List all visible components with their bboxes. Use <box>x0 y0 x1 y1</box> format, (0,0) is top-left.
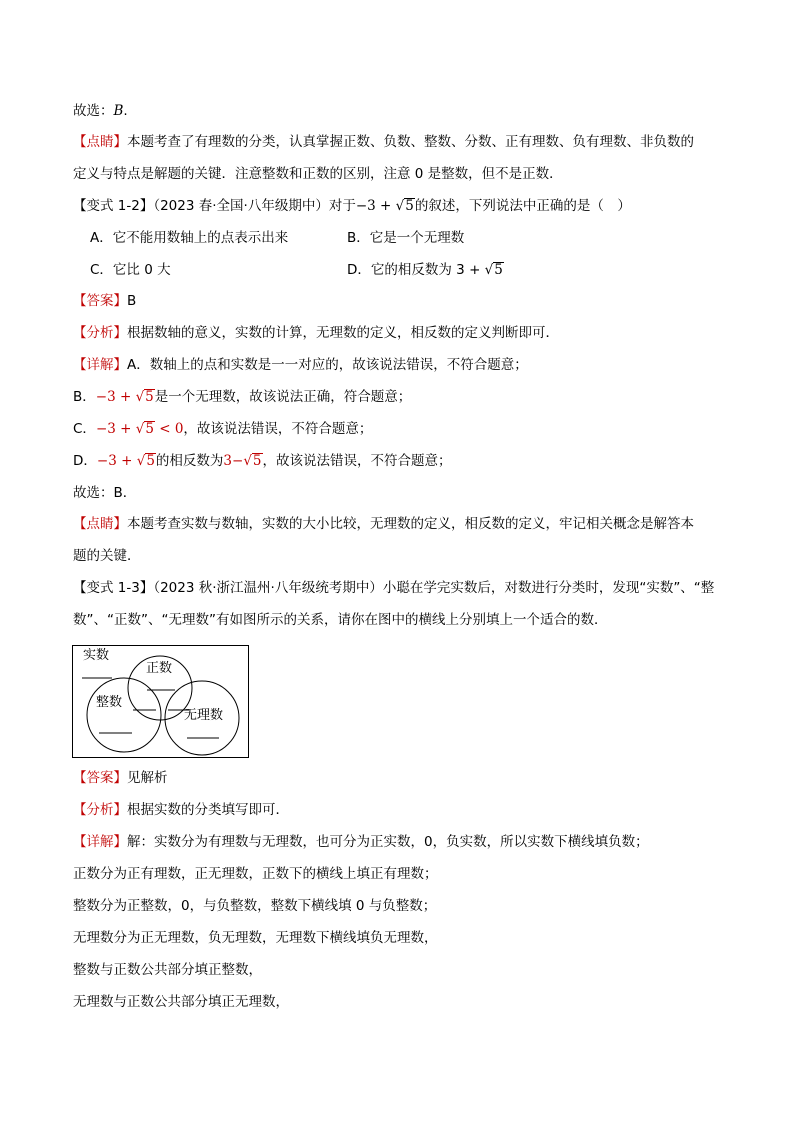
question-1-3-line-1: 【变式 1-3】（2023 秋·浙江温州·八年级统考期中）小聪在学完实数后，对数进行分类时，发现“实数”、“整 <box>73 580 715 596</box>
comment-tag: 【点睛】 <box>73 134 127 150</box>
detail-1-3-line-1: 【详解】解：实数分为有理数与无理数，也可分为正实数，0，负实数，所以实数下横线填负数； <box>73 834 649 850</box>
question-tag: 【变式 1-2】 <box>73 198 154 214</box>
detail-1-3-line-2: 正数分为正有理数，正无理数，正数下的横线上填正有理数； <box>73 866 438 882</box>
question-1-2-stem: 【变式 1-2】（2023 春·全国·八年级期中）对于−3 + √5的叙述，下列说法中正确的是（ ） <box>73 198 631 214</box>
analysis-1-3: 【分析】根据实数的分类填写即可． <box>73 802 289 818</box>
label-integer: 整数 <box>96 695 123 710</box>
detail-1-3-line-3: 整数分为正整数，0，与负整数，整数下横线填 0 与负整数； <box>73 898 437 914</box>
comment-1-line-2: 定义与特点是解题的关键．注意整数和正数的区别，注意 0 是整数，但不是正数． <box>73 166 563 182</box>
detail-1-3-line-6: 无理数与正数公共部分填正无理数， <box>73 994 289 1010</box>
analysis-1-2: 【分析】根据数轴的意义，实数的计算，无理数的定义，相反数的定义判断即可． <box>73 325 559 341</box>
label-positive: 正数 <box>146 661 173 676</box>
detail-1-2-line-5: 故选：B． <box>73 485 137 501</box>
answer-1-3: 【答案】见解析 <box>73 770 168 786</box>
detail-1-2-line-1: 【详解】A．数轴上的点和实数是一一对应的，故该说法错误，不符合题意； <box>73 357 528 373</box>
detail-1-2-line-2: B．−3 + √5是一个无理数，故该说法正确，符合题意； <box>73 389 412 405</box>
comment-1-line-1: 【点睛】本题考查了有理数的分类，认真掌握正数、负数、整数、分数、正有理数、负有理数、非负数的 <box>73 134 694 150</box>
detail-1-3-line-4: 无理数分为正无理数，负无理数，无理数下横线填负无理数， <box>73 930 438 946</box>
option-d: D．它的相反数为 3 + √5 <box>347 262 503 278</box>
label-real: 实数 <box>83 648 110 663</box>
integer-circle <box>87 678 161 752</box>
comment-1-2-line-1: 【点睛】本题考查实数与数轴，实数的大小比较，无理数的定义，相反数的定义，牢记相关概念是解答本 <box>73 516 694 532</box>
question-1-3-line-2: 数”、“正数”、“无理数”有如图所示的关系，请你在图中的横线上分别填上一个适合的数． <box>73 612 608 628</box>
answer-choice-line: 故选：B. <box>73 103 128 119</box>
comment-1-2-line-2: 题的关键． <box>73 548 141 564</box>
detail-1-2-line-4: D．−3 + √5的相反数为3−√5，故该说法错误，不符合题意； <box>73 453 452 469</box>
answer-1-2: 【答案】B <box>73 293 137 309</box>
detail-1-2-line-3: C．−3 + √5 < 0，故该说法错误，不符合题意； <box>73 421 373 437</box>
label-irrational: 无理数 <box>184 708 224 723</box>
detail-1-3-line-5: 整数与正数公共部分填正整数， <box>73 962 262 978</box>
option-a: A．它不能用数轴上的点表示出来 <box>90 230 289 246</box>
option-b: B．它是一个无理数 <box>347 230 465 246</box>
venn-diagram <box>72 645 250 759</box>
option-c: C．它比 0 大 <box>90 262 171 278</box>
